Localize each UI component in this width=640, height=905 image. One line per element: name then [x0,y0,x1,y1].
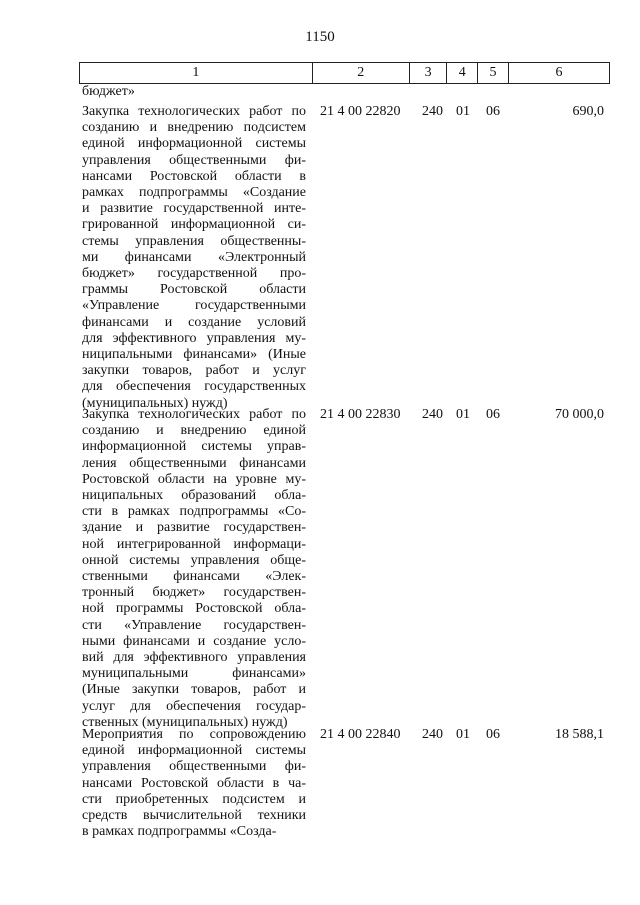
description-line: тронный бюджет» государствен- [82,585,306,601]
description-line: «Управление государственными [82,298,306,314]
row-description [82,407,306,731]
description-line: Ростовской области на уровне му- [82,471,306,487]
column-header-table [79,62,610,84]
description-line: услуг для обеспечения государ- [82,698,306,714]
continued-text: бюджет» [82,84,135,99]
header-col-4: 4 [447,63,478,84]
subsection-code: 06 [486,104,500,119]
description-line: бюджет» государственной про- [82,266,306,282]
header-row [80,63,610,84]
description-line: для эффективного управления му- [82,330,306,346]
description-line: нансами Ростовской области в ча- [82,775,306,791]
description-line: муниципальными финансами» [82,666,306,682]
description-line: единой информационной системы [82,136,306,152]
description-line: управления общественными фи- [82,759,306,775]
subsection-code: 06 [486,727,500,742]
description-line: (Иные закупки товаров, работ и [82,682,306,698]
description-line: сти «Управление государствен- [82,617,306,633]
section-code: 01 [456,727,470,742]
description-line: в рамках подпрограммы «Созда- [82,824,277,840]
description-line: закупки товаров, работ и услуг [82,363,306,379]
description-line: информационной системы управ- [82,439,306,455]
description-line: ления общественными финансами [82,455,306,471]
description-line: нансами Ростовской области в [82,168,306,184]
description-line: созданию и внедрению единой [82,423,306,439]
description-line: сти в рамках подпрограммы «Со- [82,504,306,520]
description-line: ниципальных образований обла- [82,488,306,504]
expense-type-code: 240 [422,104,443,119]
description-line: (муниципальных) нужд) [82,395,228,411]
description-line: финансами и создание условий [82,314,306,330]
description-line: сти приобретенных подсистем и [82,791,306,807]
description-line: вий для эффективного управления [82,650,306,666]
section-code: 01 [456,407,470,422]
header-col-3: 3 [409,63,447,84]
description-line: ниципальными финансами» (Иные [82,347,306,363]
description-line: единой информационной системы [82,743,306,759]
description-line: здание и развитие государствен- [82,520,306,536]
description-line: стемы управления общественны- [82,233,306,249]
description-line: рамках подпрограммы «Создание [82,185,306,201]
page-number: 1150 [305,29,335,45]
amount: 18 588,1 [555,727,604,742]
description-line: грированной информационной си- [82,217,306,233]
header-col-2: 2 [312,63,409,84]
expense-type-code: 240 [422,727,443,742]
expense-type-code: 240 [422,407,443,422]
description-line: ственными финансами «Элек- [82,569,306,585]
amount: 70 000,0 [555,407,604,422]
description-line: ной интегрированной информаци- [82,536,306,552]
description-line: ными финансами и создание усло- [82,633,306,649]
description-line: Закупка технологических работ по [82,407,306,422]
header-col-5: 5 [478,63,509,84]
description-line: Закупка технологических работ по [82,104,306,119]
section-code: 01 [456,104,470,119]
description-line: ной программы Ростовской обла- [82,601,306,617]
description-line: граммы Ростовской области [82,282,306,298]
row-description [82,727,306,840]
description-line: Мероприятия по сопровождению [82,727,306,742]
description-line: для обеспечения государственных [82,379,306,395]
description-line: ми финансами «Электронный [82,249,306,265]
subsection-code: 06 [486,407,500,422]
amount: 690,0 [572,104,604,119]
description-line: и развитие государственной инте- [82,201,306,217]
description-line: созданию и внедрению подсистем [82,120,306,136]
description-line: управления общественными фи- [82,152,306,168]
description-line: средств вычислительной техники [82,808,306,824]
header-col-1: 1 [80,63,313,84]
target-article-code: 21 4 00 22840 [320,727,401,742]
description-line: ственных (муниципальных) нужд) [82,714,288,730]
header-col-6: 6 [508,63,609,84]
target-article-code: 21 4 00 22830 [320,407,401,422]
row-description [82,104,306,412]
description-line: онной системы управления обще- [82,552,306,568]
target-article-code: 21 4 00 22820 [320,104,401,119]
